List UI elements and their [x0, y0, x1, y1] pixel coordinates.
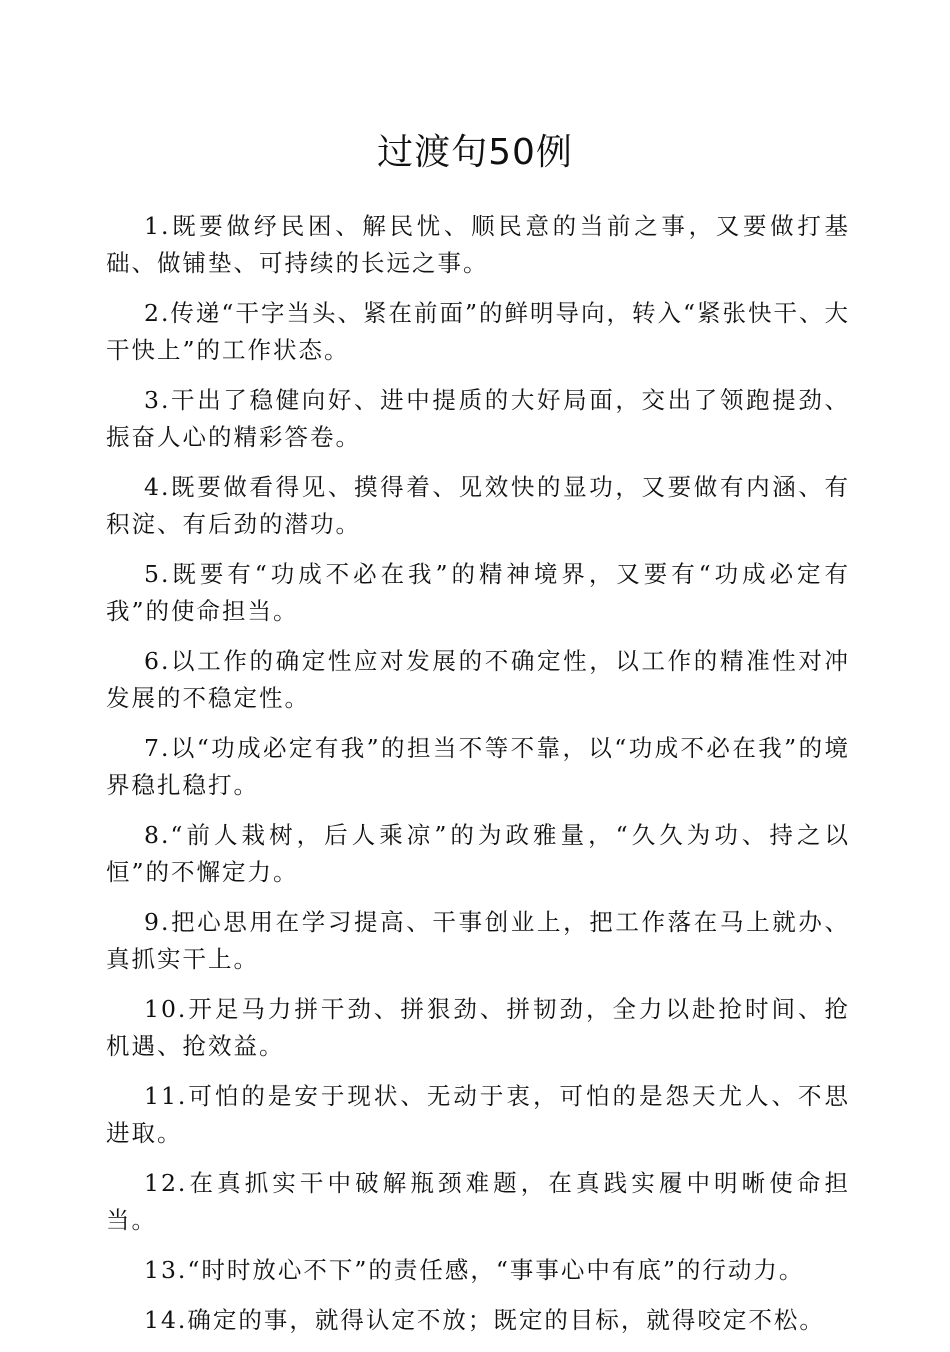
list-item: 8.“前人栽树，后人乘凉”的为政雅量，“久久为功、持之以恒”的不懈定力。	[106, 821, 850, 886]
list-item: 1.既要做纾民困、解民忧、顺民意的当前之事，又要做打基础、做铺垫、可持续的长远之事。	[106, 212, 850, 277]
list-item: 12.在真抓实干中破解瓶颈难题，在真践实履中明晰使命担当。	[106, 1169, 850, 1234]
list-item: 14.确定的事，就得认定不放；既定的目标，就得咬定不松。	[144, 1306, 825, 1334]
list-item: 4.既要做看得见、摸得着、见效快的显功，又要做有内涵、有积淀、有后劲的潜功。	[106, 473, 850, 538]
sentence-list	[106, 208, 850, 1352]
list-item: 5.既要有“功成不必在我”的精神境界，又要有“功成必定有我”的使命担当。	[106, 560, 850, 625]
page-title: 过渡句50例	[377, 132, 573, 173]
list-item: 10.开足马力拼干劲、拼狠劲、拼韧劲，全力以赴抢时间、抢机遇、抢效益。	[106, 995, 850, 1060]
list-item: 13.“时时放心不下”的责任感，“事事心中有底”的行动力。	[144, 1256, 805, 1284]
list-item: 6.以工作的确定性应对发展的不确定性，以工作的精准性对冲发展的不稳定性。	[106, 647, 850, 712]
list-item: 11.可怕的是安于现状、无动于衷，可怕的是怨天尤人、不思进取。	[106, 1082, 850, 1147]
list-item: 9.把心思用在学习提高、干事创业上，把工作落在马上就办、真抓实干上。	[106, 908, 850, 973]
list-item: 2.传递“干字当头、紧在前面”的鲜明导向，转入“紧张快干、大干快上”的工作状态。	[106, 299, 850, 364]
list-item: 3.干出了稳健向好、进中提质的大好局面，交出了领跑提劲、振奋人心的精彩答卷。	[106, 386, 850, 451]
list-item: 7.以“功成必定有我”的担当不等不靠，以“功成不必在我”的境界稳扎稳打。	[106, 734, 850, 799]
